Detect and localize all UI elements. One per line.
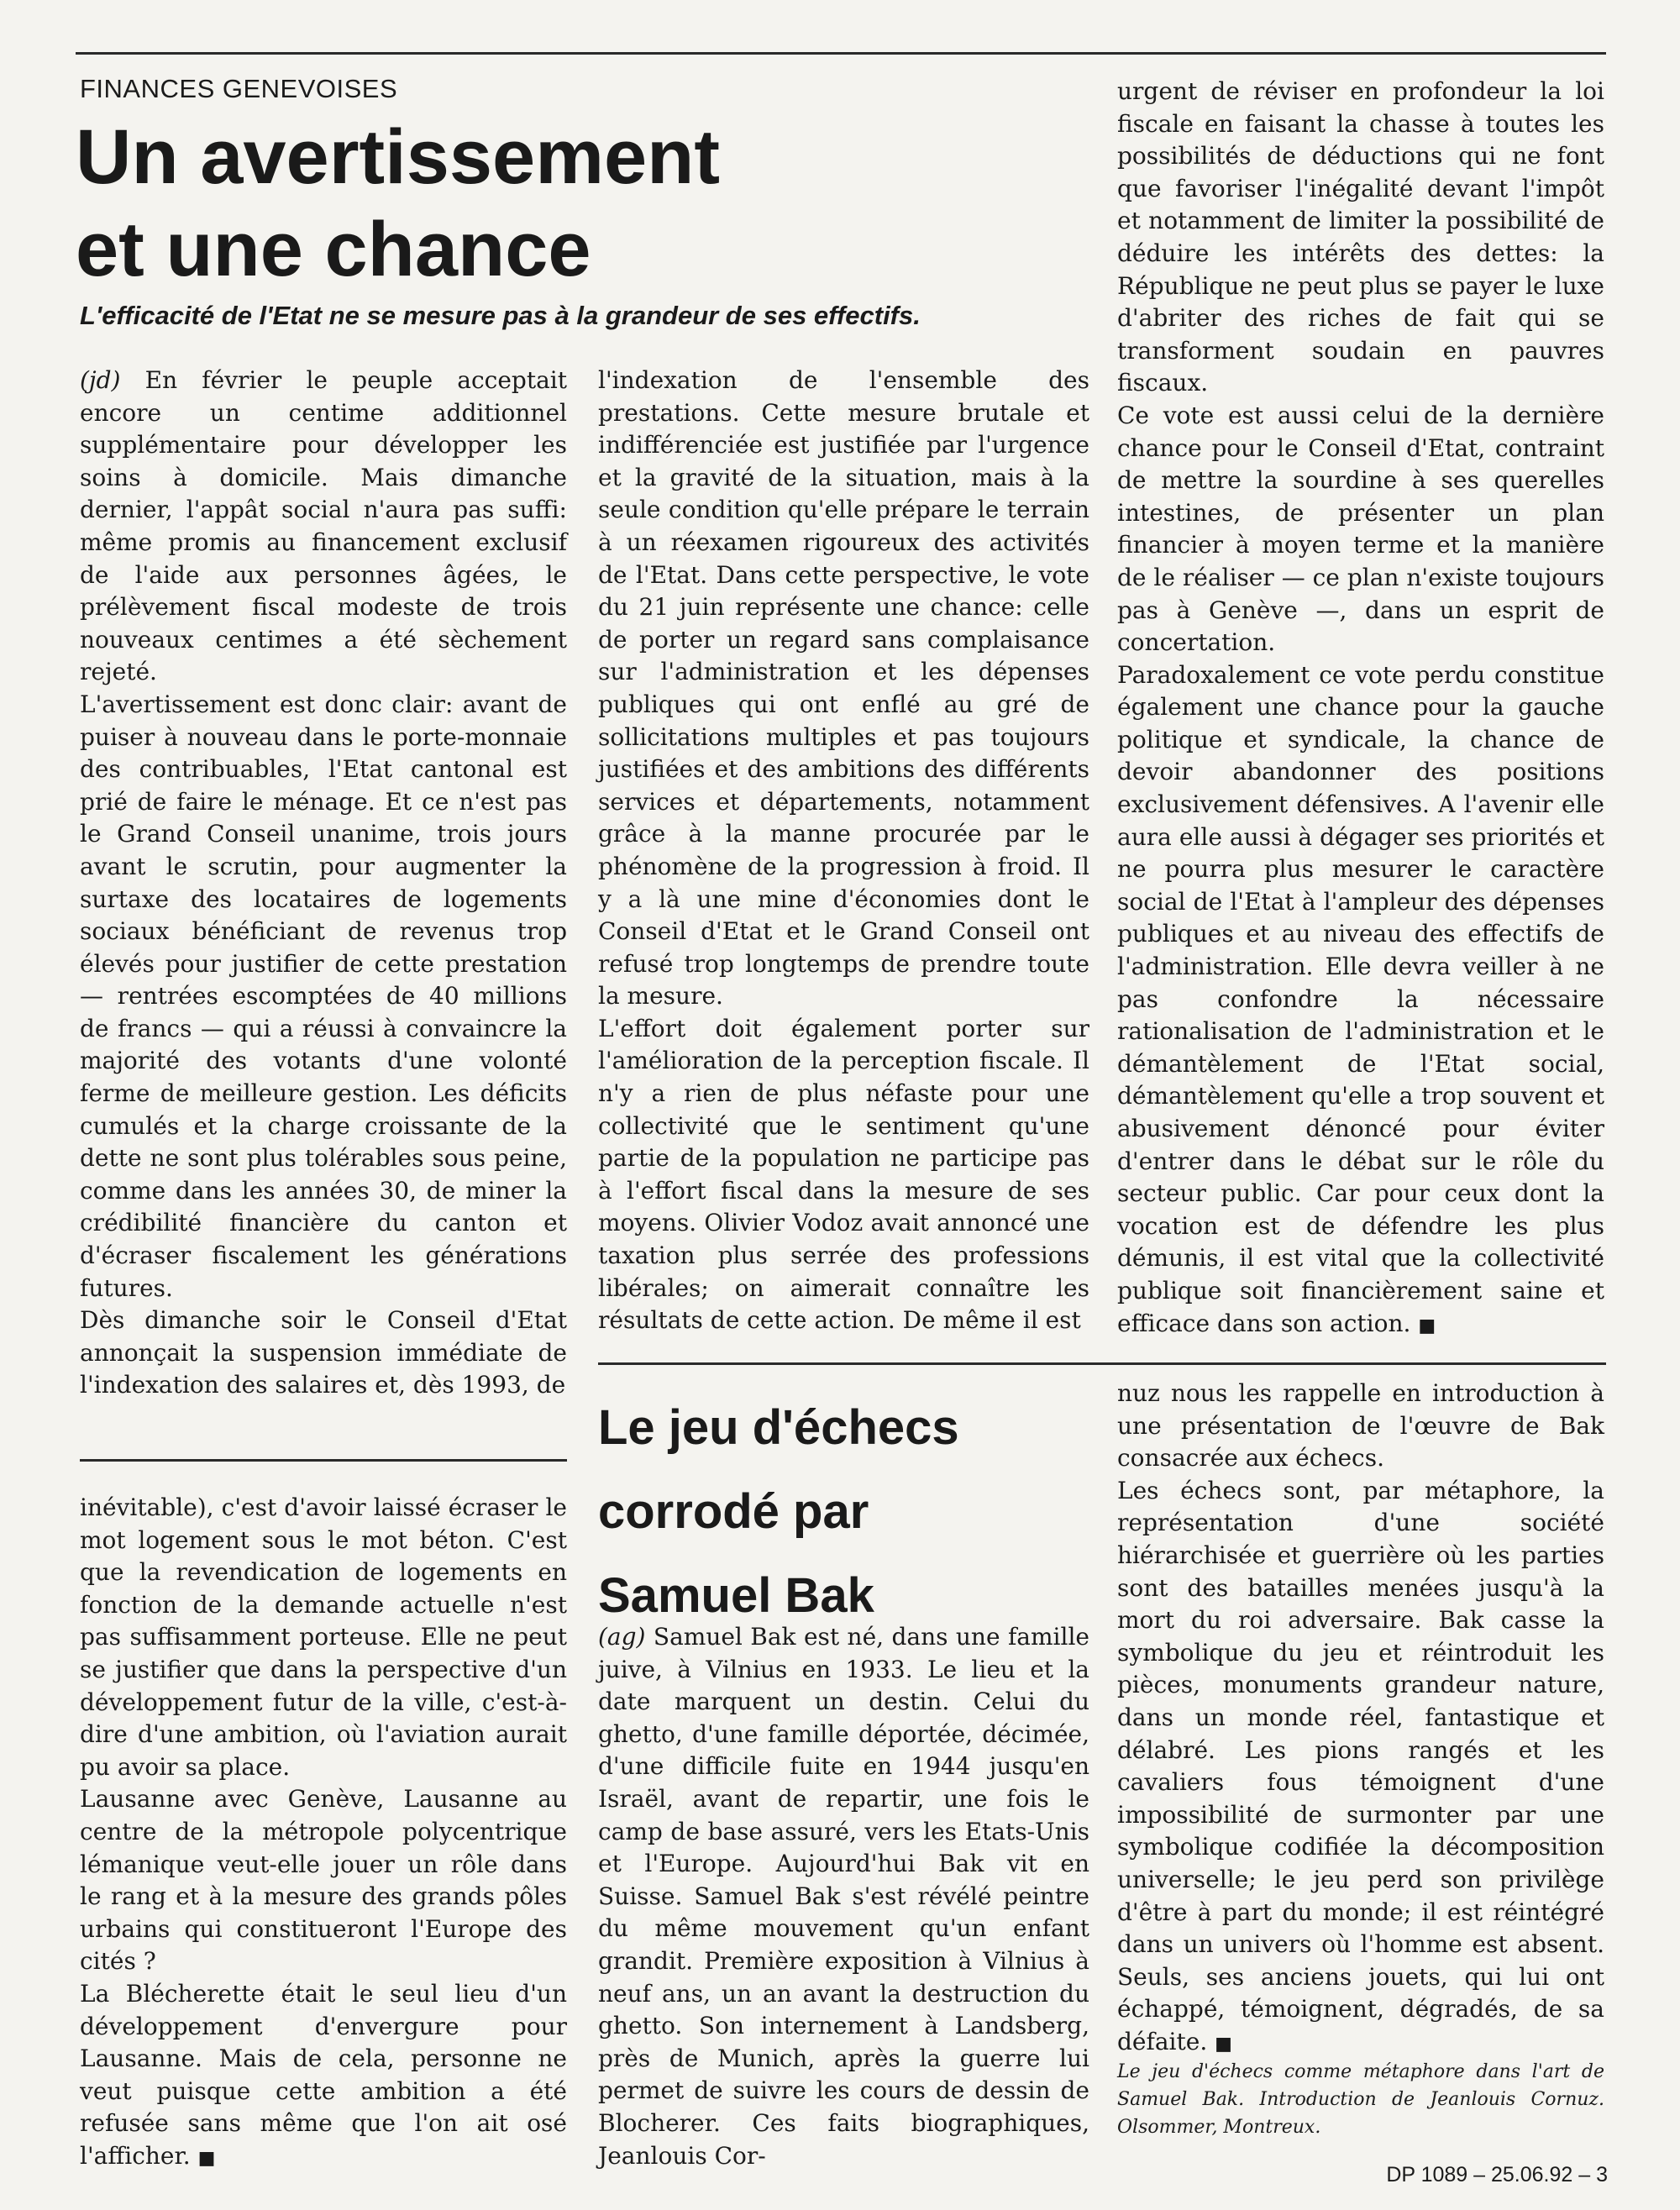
- author-initials: (ag): [598, 1623, 646, 1651]
- paragraph: Dès dimanche soir le Conseil d'Etat annonçait la suspension immédiate de l'indexation des salaires et, dès 1993, de: [80, 1306, 567, 1399]
- article1-column-3: [1117, 76, 1604, 1342]
- paragraph: L'avertissement est donc clair: avant de puiser à nouveau dans le porte-monnaie des contribuables, l'Etat cantonal est prié de faire le ménage. Et ce n'est pas le Grand Conseil unanime, trois jours avant le scrutin, pour augmenter la surtaxe des locataires de logements sociaux bénéficiant de revenus trop élevés pour justifier de cette prestation — rentrées escomptées de 40 millions de francs — qui a réussi à convaincre la majorité des votants d'une volonté ferme de meilleure gestion. Les déficits cumulés et la charge croissante de la dette ne sont plus tolérables sous peine, comme dans les années 30, de miner la crédibilité financière du canton et d'écraser fiscalement les générations futures.: [80, 690, 567, 1302]
- headline-line-3: Samuel Bak: [598, 1568, 874, 1623]
- paragraph: l'indexation de l'ensemble des prestations. Cette mesure brutale et indifférenciée est justifiée par l'urgence et la gravité de la situation, mais à la seule condition qu'elle prépare le terrain à un réexamen rigoureux des activités de l'Etat. Dans cette perspective, le vote du 21 juin représente une chance: celle de porter un regard sans complaisance sur l'administration et les dépenses publiques qui ont enflé au gré de sollicitations multiples et pas toujours justifiées et des ambitions des différents services et départements, notamment grâce à la manne procurée par le phénomène de la progression à froid. Il y a là une mine d'économies dont le Conseil d'Etat et le Grand Conseil ont refusé trop longtemps de prendre toute la mesure.: [598, 366, 1089, 1011]
- paragraph: La Blécherette était le seul lieu d'un développement d'envergure pour Lausanne. Mais de cela, personne ne veut puisque cette ambition a été refusée sans même que l'on ait osé l'afficher. ■: [80, 1979, 567, 2170]
- paragraph: inévitable), c'est d'avoir laissé écraser le mot logement sous le mot béton. C'est que la revendication de logements en fonction de la demande actuelle n'est pas suffisamment porteuse. Elle ne peut se justifier que dans la perspective d'un développement futur de la ville, c'est-à-dire d'une ambition, où l'aviation aurait pu avoir sa place.: [80, 1493, 567, 1781]
- headline-line-1: Le jeu d'échecs: [598, 1400, 959, 1455]
- headline-line-1: Un avertissement: [76, 114, 720, 200]
- continued-article-column: [80, 1492, 567, 2175]
- section-divider-left: [80, 1459, 567, 1462]
- book-reference-caption: Le jeu d'échecs comme métaphore dans l'art de Samuel Bak. Introduction de Jeanlouis Cornuz. Olsommer, Montreux.: [1117, 2061, 1604, 2138]
- article2-column-1: [598, 1621, 1089, 2172]
- paragraph: Lausanne avec Genève, Lausanne au centre de la métropole polycentrique lémanique veut-elle jouer un rôle dans le rang et à la mesure des grands pôles urbains qui constitueront l'Europe des cités ?: [80, 1785, 567, 1976]
- headline-line-2: et une chance: [76, 207, 591, 292]
- article2-headline: [598, 1386, 1102, 1638]
- end-of-article-mark: ■: [1418, 1315, 1436, 1336]
- article-headline: [76, 111, 748, 296]
- article1-column-1: [80, 365, 567, 1402]
- paragraph: Les échecs sont, par métaphore, la représentation d'une société hiérarchisée et guerrière où les parties sont des batailles menées jusqu'à la mort du roi adversaire. Bak casse la symbolique du jeu et réintroduit les pièces, monuments grandeur nature, dans un monde réel, fantastique et délabré. Les pions rangés et les cavaliers fous témoignent d'une impossibilité de surmonter par une symbolique codifiée la décomposition universelle; le jeu perd son privilège d'être à part du monde; il est réintégré dans un univers où l'homme est absent. Seuls, ses anciens jouets, qui lui ont échappé, témoignent, dégradés, de sa défaite. ■: [1117, 1476, 1604, 2055]
- end-of-article-mark: ■: [1215, 2033, 1232, 2055]
- article-subheadline: L'efficacité de l'Etat ne se mesure pas à la grandeur de ses effectifs.: [80, 301, 921, 330]
- top-rule: [76, 52, 1606, 55]
- paragraph: Paradoxalement ce vote perdu constitue également une chance pour la gauche politique et syndicale, la chance de devoir abandonner des positions exclusivement défensives. A l'avenir elle aura elle aussi à dégager ses priorités et ne pourra plus mesurer le caractère social de l'Etat à l'ampleur des dépenses publiques et au niveau des effectifs de l'administration. Elle devra veiller à ne pas confondre la nécessaire rationalisation de l'administration et le démantèlement de l'Etat social, démantèlement qu'elle a trop souvent et abusivement dénoncé pour éviter d'entrer dans le débat sur le rôle du secteur public. Car pour ceux dont la vocation est de défendre les plus démunis, il est vital que la collectivité publique soit financièrement saine et efficace dans son action. ■: [1117, 660, 1604, 1337]
- page-folio: DP 1089 – 25.06.92 – 3: [1386, 2163, 1608, 2186]
- section-kicker: FINANCES GENEVOISES: [80, 74, 398, 103]
- end-of-article-mark: ■: [197, 2147, 216, 2169]
- paragraph: Ce vote est aussi celui de la dernière chance pour le Conseil d'Etat, contraint de mettre la sourdine à ses querelles intestines, de présenter un plan financier à moyen terme et la manière de le réaliser — ce plan n'existe toujours pas à Genève —, dans un esprit de concertation.: [1117, 401, 1604, 657]
- article1-column-2: [598, 365, 1089, 1337]
- paragraph: (jd) En février le peuple acceptait encore un centime additionnel supplémentaire pour développer les soins à domicile. Mais dimanche dernier, l'appât social n'aura pas suffi: même promis au financement exclusif de l'aide aux personnes âgées, le prélèvement fiscal modeste de trois nouveaux centimes a été sèchement rejeté.: [80, 366, 568, 686]
- headline-line-2: corrodé par: [598, 1484, 869, 1539]
- paragraph: urgent de réviser en profondeur la loi fiscale en faisant la chasse à toutes les possibilités de déductions qui ne font que favoriser l'inégalité devant l'impôt et notamment de limiter la possibilité de déduire les intérêts des dettes: la République ne peut plus se payer le luxe d'abriter des riches de fait qui se transforment soudain en pauvres fiscaux.: [1117, 77, 1604, 397]
- paragraph: nuz nous les rappelle en introduction à une présentation de l'œuvre de Bak consacrée aux échecs.: [1117, 1379, 1604, 1472]
- author-initials: (jd): [80, 366, 121, 394]
- paragraph: L'effort doit également porter sur l'amélioration de la perception fiscale. Il n'y a rien de plus néfaste pour une collectivité que le sentiment qu'une partie de la population ne participe pas à l'effort fiscal dans la mesure de ses moyens. Olivier Vodoz avait annoncé une taxation plus serrée des professions libérales; on aimerait connaître les résultats de cette action. De même il est: [598, 1014, 1089, 1335]
- article2-column-2: [1117, 1378, 1604, 2060]
- paragraph: (ag) Samuel Bak est né, dans une famille juive, à Vilnius en 1933. Le lieu et la date marquent un destin. Celui du ghetto, d'une famille déportée, décimée, d'une difficile fuite en 1944 jusqu'en Israël, avant de repartir, une fois le camp de base assuré, vers les Etats-Unis et l'Europe. Aujourd'hui Bak vit en Suisse. Samuel Bak s'est révélé peintre du même mouvement qu'un enfant grandit. Première exposition à Vilnius à neuf ans, un an avant la destruction du ghetto. Son internement à Landsberg, près de Munich, après la guerre lui permet de suivre les cours de dessin de Blocherer. Ces faits biographiques, Jeanlouis Cor-: [598, 1623, 1089, 2170]
- section-divider-right: [598, 1362, 1606, 1365]
